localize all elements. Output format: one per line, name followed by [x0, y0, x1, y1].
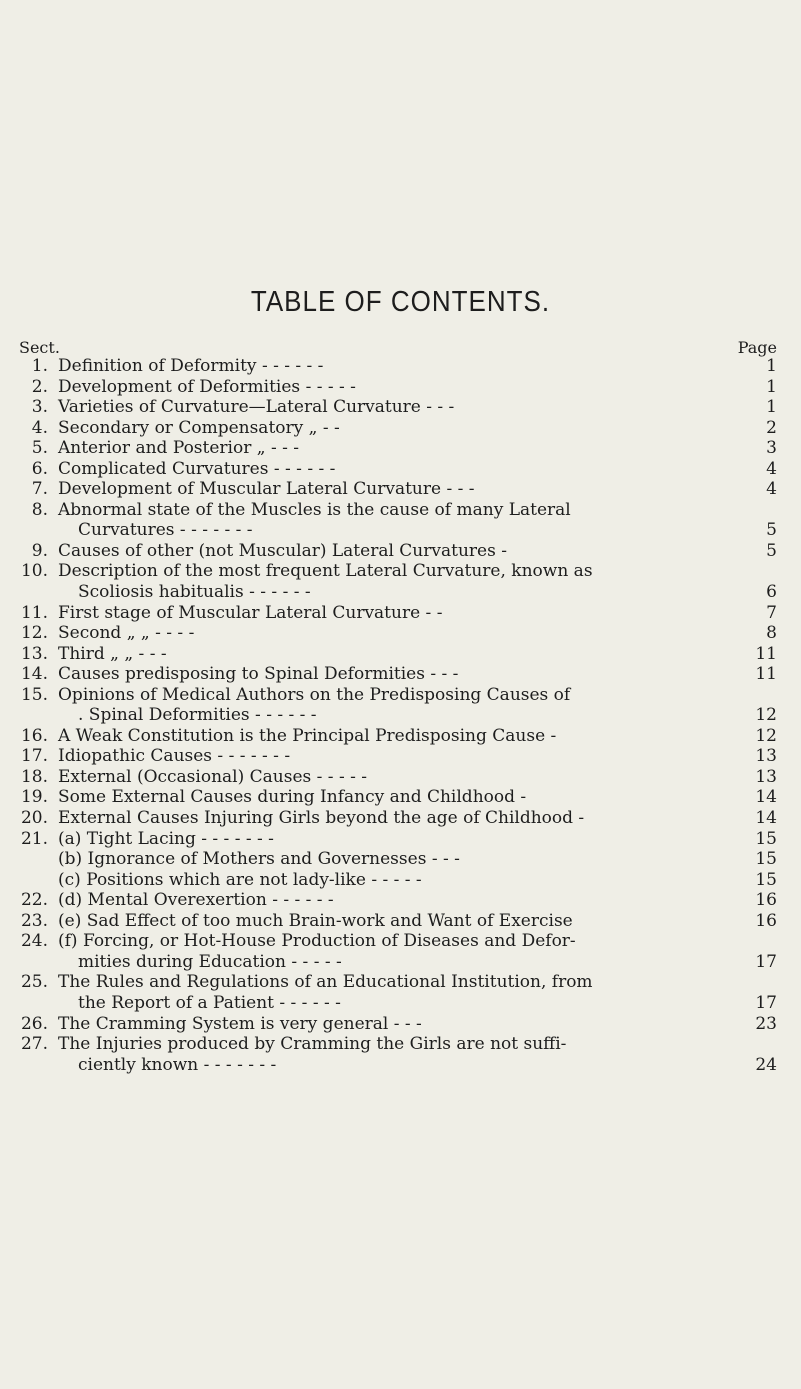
toc-entry-line	[0, 911, 801, 932]
toc-entry-line	[0, 356, 801, 377]
section-number: 21.	[20, 828, 48, 849]
entry-title: Second „ „ - - - -	[58, 623, 195, 644]
toc-entry-line	[0, 849, 801, 870]
toc-entry-line	[0, 829, 801, 850]
page-number: 14	[755, 787, 777, 808]
section-number: 7.	[31, 479, 48, 500]
entry-title: Causes predisposing to Spinal Deformities - - -	[58, 664, 459, 685]
section-number: 16.	[20, 725, 48, 746]
table-of-contents	[0, 356, 801, 1075]
page-number: 15	[755, 849, 777, 870]
page-number: 1	[766, 376, 777, 397]
entry-title: Varieties of Curvature—Lateral Curvature - - -	[58, 397, 455, 418]
entry-title: The Injuries produced by Cramming the Girls are not suffi-	[58, 1034, 567, 1055]
page-number: 3	[766, 438, 777, 459]
toc-entry-line	[0, 993, 801, 1014]
page-number: 8	[766, 623, 777, 644]
toc-entry-line	[0, 644, 801, 665]
toc-entry	[0, 767, 801, 788]
page-number: 13	[755, 766, 777, 787]
entry-title: Description of the most frequent Lateral Curvature, known as	[58, 561, 593, 582]
page-number: 12	[755, 705, 777, 726]
entry-title: The Cramming System is very general - - -	[58, 1013, 422, 1034]
section-number: 2.	[31, 376, 48, 397]
page-number: 16	[755, 910, 777, 931]
toc-entry-line	[0, 623, 801, 644]
toc-entry-line	[0, 603, 801, 624]
toc-entry-line	[0, 664, 801, 685]
toc-entry-line	[0, 520, 801, 541]
toc-entry	[0, 397, 801, 418]
section-number: 26.	[20, 1013, 48, 1034]
section-number: 15.	[20, 684, 48, 705]
entry-title: Development of Deformities - - - - -	[58, 376, 356, 397]
entry-title: Curvatures - - - - - - -	[78, 520, 253, 541]
toc-entry	[0, 356, 801, 377]
section-number: 17.	[20, 746, 48, 767]
toc-entry	[0, 541, 801, 562]
entry-title: Development of Muscular Lateral Curvature - - -	[58, 479, 475, 500]
section-number: 9.	[31, 540, 48, 561]
entry-title: (c) Positions which are not lady-like - - - - -	[58, 869, 422, 890]
page-number: 11	[755, 664, 777, 685]
toc-entry-line	[0, 1014, 801, 1035]
entry-title: (b) Ignorance of Mothers and Governesses - - -	[58, 849, 460, 870]
toc-entry	[0, 685, 801, 726]
toc-entry-line	[0, 582, 801, 603]
toc-entry-line	[0, 561, 801, 582]
section-number: 23.	[20, 910, 48, 931]
section-number: 3.	[31, 397, 48, 418]
section-number: 14.	[20, 664, 48, 685]
page-number: 15	[755, 869, 777, 890]
page-number: 1	[766, 397, 777, 418]
toc-entry-line	[0, 726, 801, 747]
section-number: 5.	[31, 438, 48, 459]
toc-entry	[0, 931, 801, 972]
toc-entry-line	[0, 1034, 801, 1055]
toc-entry	[0, 890, 801, 911]
page-number: 23	[755, 1013, 777, 1034]
entry-title: mities during Education - - - - -	[78, 951, 342, 972]
toc-entry	[0, 972, 801, 1013]
toc-entry-line	[0, 972, 801, 993]
toc-entry-line	[0, 479, 801, 500]
page-title: TABLE OF CONTENTS.	[250, 284, 551, 318]
page-number: 6	[766, 582, 777, 603]
toc-entry	[0, 746, 801, 767]
entry-title: First stage of Muscular Lateral Curvature - -	[58, 602, 443, 623]
toc-entry-line	[0, 418, 801, 439]
entry-title: . Spinal Deformities - - - - - -	[78, 705, 317, 726]
page-number: 5	[766, 540, 777, 561]
entry-title: Third „ „ - - -	[58, 643, 167, 664]
toc-entry-line	[0, 705, 801, 726]
section-number: 19.	[20, 787, 48, 808]
section-number: 27.	[20, 1034, 48, 1055]
toc-entry	[0, 438, 801, 459]
toc-entry	[0, 849, 801, 870]
toc-entry	[0, 829, 801, 850]
page-number: 1	[766, 356, 777, 376]
toc-entry	[0, 500, 801, 541]
page-number: 24	[755, 1054, 777, 1075]
section-number: 22.	[20, 890, 48, 911]
page-number: 17	[755, 992, 777, 1013]
page-number: 14	[755, 808, 777, 829]
entry-title: External Causes Injuring Girls beyond the age of Childhood -	[58, 808, 585, 829]
toc-entry	[0, 623, 801, 644]
toc-entry	[0, 787, 801, 808]
section-number: 13.	[20, 643, 48, 664]
entry-title: (a) Tight Lacing - - - - - - -	[58, 828, 274, 849]
page-number: 15	[755, 828, 777, 849]
section-number: 8.	[31, 499, 48, 520]
toc-entry	[0, 377, 801, 398]
toc-entry-line	[0, 746, 801, 767]
page-number: 11	[755, 643, 777, 664]
toc-entry-line	[0, 931, 801, 952]
page-number: 4	[766, 458, 777, 479]
entry-title: The Rules and Regulations of an Educational Institution, from	[58, 972, 593, 993]
toc-entry-line	[0, 685, 801, 706]
entry-title: Definition of Deformity - - - - - -	[58, 356, 324, 376]
section-number: 4.	[31, 417, 48, 438]
page-number: 17	[755, 951, 777, 972]
toc-entry-line	[0, 438, 801, 459]
page-number: 5	[766, 520, 777, 541]
toc-entry-line	[0, 1055, 801, 1076]
toc-entry-line	[0, 952, 801, 973]
entry-title: Idiopathic Causes - - - - - - -	[58, 746, 291, 767]
toc-entry-line	[0, 870, 801, 891]
toc-entry	[0, 561, 801, 602]
section-number: 6.	[31, 458, 48, 479]
entry-title: (e) Sad Effect of too much Brain-work and Want of Exercise	[58, 910, 573, 931]
toc-entry	[0, 418, 801, 439]
toc-entry	[0, 808, 801, 829]
entry-title: (f) Forcing, or Hot-House Production of Diseases and Defor-	[58, 931, 576, 952]
toc-entry-line	[0, 890, 801, 911]
toc-entry	[0, 479, 801, 500]
entry-title: Some External Causes during Infancy and Childhood -	[58, 787, 527, 808]
section-number: 1.	[31, 356, 48, 376]
toc-entry-line	[0, 767, 801, 788]
page-column-header: Page	[737, 338, 777, 357]
entry-title: (d) Mental Overexertion - - - - - -	[58, 890, 334, 911]
page-number: 7	[766, 602, 777, 623]
section-number: 24.	[20, 931, 48, 952]
entry-title: Causes of other (not Muscular) Lateral Curvatures -	[58, 540, 507, 561]
toc-entry	[0, 726, 801, 747]
toc-entry	[0, 459, 801, 480]
toc-entry-line	[0, 500, 801, 521]
section-number: 20.	[20, 808, 48, 829]
toc-entry	[0, 603, 801, 624]
toc-entry-line	[0, 377, 801, 398]
entry-title: ciently known - - - - - - -	[78, 1054, 277, 1075]
toc-entry-line	[0, 459, 801, 480]
entry-title: Scoliosis habitualis - - - - - -	[78, 582, 311, 603]
entry-title: Abnormal state of the Muscles is the cause of many Lateral	[58, 499, 571, 520]
toc-entry	[0, 1034, 801, 1075]
toc-entry	[0, 664, 801, 685]
entry-title: the Report of a Patient - - - - - -	[78, 992, 341, 1013]
section-number: 11.	[20, 602, 48, 623]
entry-title: Anterior and Posterior „ - - -	[58, 438, 299, 459]
section-number: 12.	[20, 623, 48, 644]
toc-entry-line	[0, 787, 801, 808]
entry-title: Opinions of Medical Authors on the Predisposing Causes of	[58, 684, 571, 705]
toc-entry	[0, 870, 801, 891]
toc-entry-line	[0, 397, 801, 418]
page-number: 2	[766, 417, 777, 438]
entry-title: A Weak Constitution is the Principal Predisposing Cause -	[58, 725, 557, 746]
toc-entry	[0, 911, 801, 932]
toc-entry-line	[0, 808, 801, 829]
page-number: 4	[766, 479, 777, 500]
section-number: 25.	[20, 972, 48, 993]
page-number: 12	[755, 725, 777, 746]
toc-entry	[0, 1014, 801, 1035]
entry-title: Complicated Curvatures - - - - - -	[58, 458, 336, 479]
entry-title: External (Occasional) Causes - - - - -	[58, 766, 367, 787]
toc-entry-line	[0, 541, 801, 562]
toc-entry	[0, 644, 801, 665]
section-number: 18.	[20, 766, 48, 787]
entry-title: Secondary or Compensatory „ - -	[58, 417, 340, 438]
section-number: 10.	[20, 561, 48, 582]
page-number: 16	[755, 890, 777, 911]
page-number: 13	[755, 746, 777, 767]
sect-column-header: Sect.	[19, 338, 60, 357]
